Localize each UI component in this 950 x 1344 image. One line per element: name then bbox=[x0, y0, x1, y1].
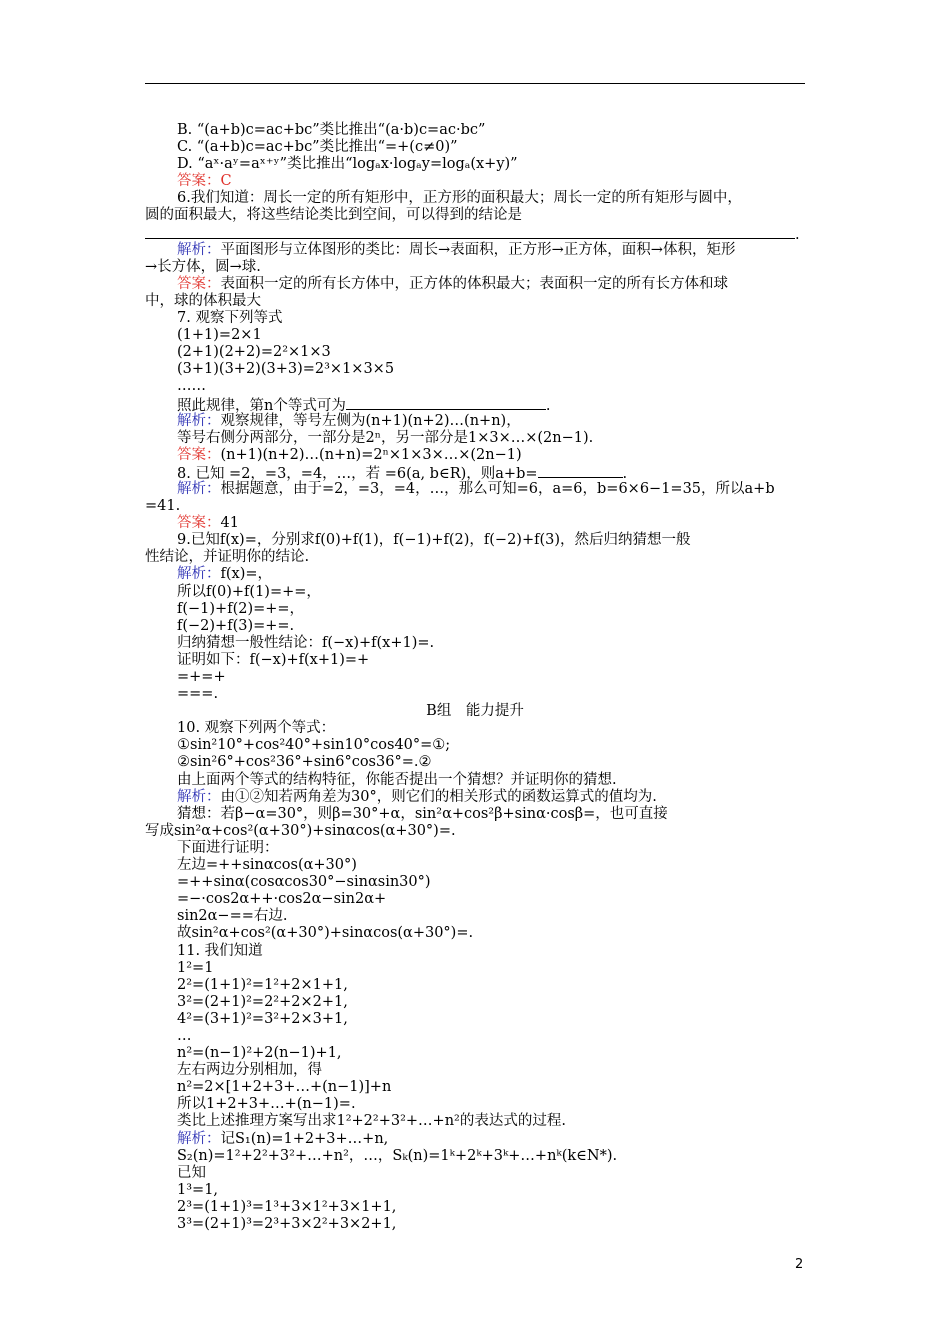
text-line bbox=[145, 447, 805, 464]
text-line bbox=[145, 703, 805, 720]
line-text: 答案：C bbox=[177, 173, 232, 190]
text-line bbox=[145, 1028, 805, 1045]
analysis-label: 解析： bbox=[177, 788, 221, 805]
line-text: 8. 已知 =2，=3，=4，…，若 =6(a, b∈R)，则a+b= bbox=[177, 465, 538, 482]
line-text: ===. bbox=[177, 686, 219, 703]
text-line bbox=[145, 994, 805, 1011]
text-line bbox=[145, 635, 805, 652]
line-text: 故sin²α+cos²(α+30°)+sinαcos(α+30°)=. bbox=[177, 925, 474, 942]
text-line bbox=[145, 293, 805, 310]
line-text: 记S₁(n)=1+2+3+…+n, bbox=[220, 1130, 389, 1147]
header-rule bbox=[145, 83, 805, 84]
line-text: (2+1)(2+2)=2²×1×3 bbox=[177, 344, 331, 361]
text-line bbox=[145, 156, 805, 173]
line-text: 证明如下：f(−x)+f(x+1)=+ bbox=[177, 651, 370, 668]
line-text: (n+1)(n+2)…(n+n)=2ⁿ×1×3×…×(2n−1) bbox=[220, 446, 522, 463]
text-line bbox=[145, 190, 805, 207]
text-line bbox=[145, 1045, 805, 1062]
text-line bbox=[145, 498, 805, 515]
text-line bbox=[145, 925, 805, 942]
text-line bbox=[145, 276, 805, 293]
text-line bbox=[145, 669, 805, 686]
text-line bbox=[145, 396, 805, 413]
text-line bbox=[145, 378, 805, 395]
text-line bbox=[145, 1113, 805, 1130]
analysis-label: 解析： bbox=[177, 412, 221, 429]
answer-blank bbox=[538, 464, 623, 478]
text-line bbox=[145, 1199, 805, 1216]
line-text: 类比上述推理方案写出求1²+2²+3²+…+n²的表达式的过程. bbox=[177, 1113, 566, 1130]
line-text: 所以f(0)+f(1)=+=， bbox=[177, 583, 321, 600]
line-text: =++sinα(cosαcos30°−sinαsin30°) bbox=[177, 874, 431, 891]
line-text: 由上面两个等式的结构特征，你能否提出一个猜想？并证明你的猜想. bbox=[177, 771, 617, 788]
text-line bbox=[145, 789, 805, 806]
text-line bbox=[145, 327, 805, 344]
text-line bbox=[145, 1182, 805, 1199]
line-text: =+=+ bbox=[177, 669, 226, 685]
text-line bbox=[145, 207, 805, 224]
answer-blank bbox=[346, 396, 546, 410]
line-text: D. “aˣ·aʸ=aˣ⁺ʸ”类比推出“logₐx·logₐy=logₐ(x+y)” bbox=[177, 156, 518, 173]
line-text: f(x)=， bbox=[220, 566, 273, 583]
text-line bbox=[145, 139, 805, 156]
line-text: 左右两边分别相加，得 bbox=[177, 1062, 322, 1079]
line-text: =41. bbox=[145, 498, 181, 515]
line-text: 所以1+2+3+…+(n−1)=. bbox=[177, 1096, 356, 1113]
page-number: 2 bbox=[795, 1257, 804, 1272]
text-line bbox=[145, 772, 805, 789]
line-text: ①sin²10°+cos²40°+sin10°cos40°=①; bbox=[177, 737, 451, 754]
text-line bbox=[145, 259, 805, 276]
text-line bbox=[145, 413, 805, 430]
text-line bbox=[145, 960, 805, 977]
text-line bbox=[145, 874, 805, 891]
text-line bbox=[145, 1165, 805, 1182]
line-text: 等号右侧分两部分，一部分是2ⁿ，另一部分是1×3×…×(2n−1). bbox=[177, 429, 594, 446]
text-line bbox=[145, 754, 805, 771]
document-body bbox=[145, 122, 805, 1233]
line-text: …… bbox=[177, 378, 206, 395]
text-line bbox=[145, 908, 805, 925]
analysis-label: 解析： bbox=[177, 1130, 221, 1147]
text-line bbox=[145, 737, 805, 754]
analysis-label: 解析： bbox=[177, 480, 221, 497]
text-line bbox=[145, 1096, 805, 1113]
line-text: 根据题意，由于=2，=3，=4，…，那么可知=6，a=6，b=6×6−1=35，所以a+b bbox=[220, 480, 775, 497]
line-text: 1²=1 bbox=[177, 959, 214, 976]
text-line bbox=[145, 891, 805, 908]
text-line bbox=[145, 225, 805, 242]
line-text: (3+1)(3+2)(3+3)=2³×1×3×5 bbox=[177, 361, 395, 378]
line-text: 照此规律，第n个等式可为 bbox=[177, 397, 346, 414]
text-line bbox=[145, 481, 805, 498]
line-text: 41 bbox=[220, 515, 239, 532]
text-line bbox=[145, 122, 805, 139]
text-line bbox=[145, 720, 805, 737]
text-line bbox=[145, 344, 805, 361]
line-text: 圆的面积最大，将这些结论类比到空间，可以得到的结论是 bbox=[145, 207, 522, 224]
text-line bbox=[145, 566, 805, 583]
line-text: … bbox=[177, 1027, 192, 1044]
line-text: =−·cos2α++·cos2α−sin2α+ bbox=[177, 891, 387, 908]
text-line bbox=[145, 173, 805, 190]
text-line bbox=[145, 1011, 805, 1028]
text-line bbox=[145, 430, 805, 447]
text-line bbox=[145, 310, 805, 327]
line-text: 11. 我们知道 bbox=[177, 942, 263, 959]
answer-label: 答案： bbox=[177, 275, 221, 292]
text-line bbox=[145, 532, 805, 549]
text-line bbox=[145, 686, 805, 703]
text-line bbox=[145, 806, 805, 823]
line-text: 2³=(1+1)³=1³+3×1²+3×1+1, bbox=[177, 1198, 397, 1215]
line-suffix: . bbox=[545, 397, 551, 414]
line-text: 平面图形与立体图形的类比：周长→表面积，正方形→正方体，面积→体积，矩形 bbox=[220, 241, 736, 258]
answer-label: 答案： bbox=[177, 446, 221, 463]
line-text: sin2α−==右边. bbox=[177, 908, 288, 925]
line-suffix: . bbox=[795, 226, 800, 243]
line-text: 已知 bbox=[177, 1164, 206, 1181]
text-line bbox=[145, 840, 805, 857]
text-line bbox=[145, 1062, 805, 1079]
line-text: 写成sin²α+cos²(α+30°)+sinαcos(α+30°)=. bbox=[145, 822, 456, 839]
line-text: B. “(a+b)c=ac+bc”类比推出“(a·b)c=ac·bc” bbox=[177, 122, 486, 138]
line-text: 左边=++sinαcos(α+30°) bbox=[177, 857, 357, 874]
line-text: C. “(a+b)c=ac+bc”类比推出“=+(c≠0)” bbox=[177, 139, 458, 156]
text-line bbox=[145, 1148, 805, 1165]
line-text: n²=2×[1+2+3+…+(n−1)]+n bbox=[177, 1079, 392, 1096]
line-text: 7. 观察下列等式 bbox=[177, 310, 283, 327]
analysis-label: 解析： bbox=[177, 566, 221, 583]
text-line bbox=[145, 464, 805, 481]
text-line bbox=[145, 242, 805, 259]
line-text: S₂(n)=1²+2²+3²+…+n²，…，Sₖ(n)=1ᵏ+2ᵏ+3ᵏ+…+nᵏ(k∈N*). bbox=[177, 1147, 618, 1164]
line-text: 观察规律，等号左侧为(n+1)(n+2)…(n+n)， bbox=[220, 412, 521, 429]
answer-blank bbox=[145, 225, 795, 239]
line-text: 4²=(3+1)²=3²+2×3+1, bbox=[177, 1010, 348, 1027]
line-text: 10. 观察下列两个等式： bbox=[177, 720, 336, 737]
line-suffix: . bbox=[622, 465, 628, 482]
line-text: 2²=(1+1)²=1²+2×1+1, bbox=[177, 976, 348, 993]
text-line bbox=[145, 601, 805, 618]
line-text: (1+1)=2×1 bbox=[177, 327, 262, 344]
line-text: f(−1)+f(2)=+=， bbox=[177, 600, 305, 617]
text-line bbox=[145, 823, 805, 840]
answer-label: 答案： bbox=[177, 515, 221, 532]
text-line bbox=[145, 515, 805, 532]
text-line bbox=[145, 1131, 805, 1148]
text-line bbox=[145, 361, 805, 378]
text-line bbox=[145, 977, 805, 994]
line-text: 由①②知若两角差为30°，则它们的相关形式的函数运算式的值均为. bbox=[220, 788, 657, 805]
line-text: 6.我们知道：周长一定的所有矩形中，正方形的面积最大；周长一定的所有矩形与圆中， bbox=[177, 190, 742, 207]
line-text: ②sin²6°+cos²36°+sin6°cos36°=.② bbox=[177, 754, 432, 771]
line-text: 性结论，并证明你的结论. bbox=[145, 549, 310, 566]
line-text: n²=(n−1)²+2(n−1)+1, bbox=[177, 1045, 342, 1062]
line-text: 下面进行证明： bbox=[177, 839, 279, 856]
analysis-label: 解析： bbox=[177, 241, 221, 258]
text-line bbox=[145, 1216, 805, 1233]
text-line bbox=[145, 1079, 805, 1096]
line-text: 表面积一定的所有长方体中，正方体的体积最大；表面积一定的所有长方体和球 bbox=[220, 275, 728, 292]
line-text: 1³=1, bbox=[177, 1181, 219, 1198]
line-text: 3²=(2+1)²=2²+2×2+1, bbox=[177, 993, 348, 1010]
line-text: →长方体，圆→球. bbox=[145, 258, 261, 275]
text-line bbox=[145, 943, 805, 960]
line-text: 中，球的体积最大 bbox=[145, 292, 261, 309]
line-text: 猜想：若β−α=30°，则β=30°+α，sin²α+cos²β+sinα·cosβ=，也可直接 bbox=[177, 805, 668, 822]
line-text: 归纳猜想一般性结论：f(−x)+f(x+1)=. bbox=[177, 634, 435, 651]
text-line bbox=[145, 549, 805, 566]
line-text: B组 能力提升 bbox=[426, 703, 524, 720]
text-line bbox=[145, 652, 805, 669]
text-line bbox=[145, 584, 805, 601]
text-line bbox=[145, 857, 805, 874]
line-text: f(−2)+f(3)=+=. bbox=[177, 617, 295, 634]
line-text: 3³=(2+1)³=2³+3×2²+3×2+1, bbox=[177, 1216, 397, 1232]
line-text: 9.已知f(x)=，分别求f(0)+f(1)，f(−1)+f(2)，f(−2)+f(3)，然后归纳猜想一般 bbox=[177, 532, 691, 549]
text-line bbox=[145, 618, 805, 635]
